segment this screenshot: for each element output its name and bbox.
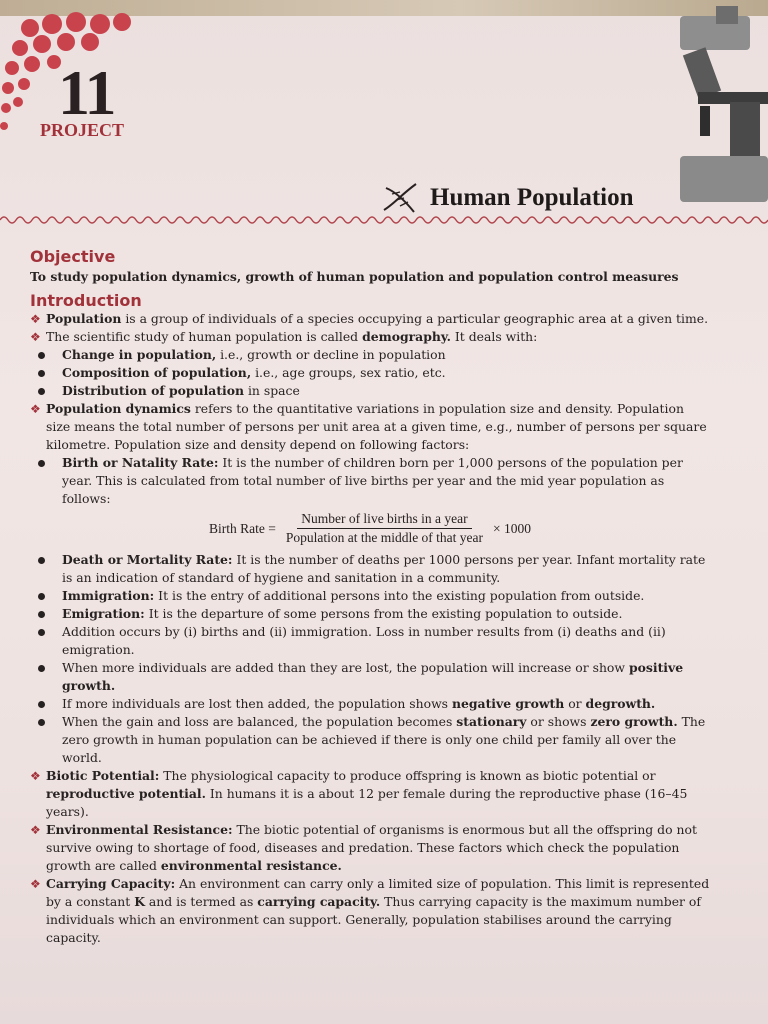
formula-denominator: Population at the middle of that year xyxy=(285,530,484,545)
list-item: Immigration: It is the entry of additional persons into the existing population from outside. xyxy=(30,587,710,605)
list-item: Composition of population, i.e., age groups, sex ratio, etc. xyxy=(30,364,710,382)
formula-lhs: Birth Rate = xyxy=(208,520,276,536)
list-item: Emigration: It is the departure of some persons from the existing population to outside. xyxy=(30,605,710,623)
objective-text: To study population dynamics, growth of human population and population control measures xyxy=(30,269,679,284)
objective-heading: Objective xyxy=(30,247,116,266)
diamond-bullet-icon: ❖ xyxy=(30,769,41,783)
round-bullet-icon xyxy=(38,665,45,672)
round-bullet-icon xyxy=(38,557,45,564)
list-item-dynamics: ❖ Population dynamics refers to the quantitative variations in population size and density. Population size means the total number of persons per unit area at a given time, e.g., number of persons per square kilometre. Population size and density depend on following factors: xyxy=(30,401,707,452)
list-item: Distribution of population in space xyxy=(30,382,710,400)
formula-numerator: Number of live births in a year xyxy=(297,510,471,529)
list-item-positive-growth: When more individuals are added than they are lost, the population will increase or show positive growth. xyxy=(30,659,710,695)
list-item-carrying-capacity: ❖ Carrying Capacity: An environment can carry only a limited size of population. This limit is represented by a constant K and is termed as carrying capacity. Thus carrying capacity is the maximum number of individuals which an environment can support. Generally, population stabilises around the carrying capacity. xyxy=(30,876,710,945)
diamond-bullet-icon: ❖ xyxy=(30,330,41,344)
round-bullet-icon xyxy=(38,370,45,377)
introduction-list xyxy=(30,310,710,508)
diamond-bullet-icon: ❖ xyxy=(30,312,41,326)
page-content xyxy=(30,246,710,947)
list-item-zero-growth: When the gain and loss are balanced, the population becomes stationary or shows zero growth. The zero growth in human population can be achieved if there is only one child per family all over the world. xyxy=(30,713,710,767)
list-item-environmental-resistance: ❖ Environmental Resistance: The biotic potential of organisms is enormous but all the offspring do not survive owing to shortage of food, diseases and predation. These factors which check the population growth are called environmental resistance. xyxy=(30,822,697,873)
diamond-bullet-icon: ❖ xyxy=(30,877,41,891)
round-bullet-icon xyxy=(38,629,45,636)
round-bullet-icon xyxy=(38,388,45,395)
formula-multiplier: × 1000 xyxy=(493,520,532,536)
chapter-number: 11 xyxy=(58,57,115,128)
page-title: Human Population xyxy=(430,184,634,211)
list-item-biotic-potential: ❖ Biotic Potential: The physiological capacity to produce offspring is known as biotic potential or reproductive potential. In humans it is a about 12 per female during the reproductive phase (16–45 years). xyxy=(30,768,688,819)
factors-list xyxy=(30,551,710,947)
round-bullet-icon xyxy=(38,701,45,708)
diamond-bullet-icon: ❖ xyxy=(30,402,41,416)
round-bullet-icon xyxy=(38,611,45,618)
round-bullet-icon xyxy=(38,719,45,726)
list-item: Death or Mortality Rate: It is the number of deaths per 1000 persons per year. Infant mortality rate is an indication of standard of hygiene and sanitation in a community. xyxy=(30,551,710,587)
birth-rate-formula xyxy=(30,510,710,547)
microscope-icon xyxy=(620,6,768,216)
list-item-negative-growth: If more individuals are lost then added, the population shows negative growth or degrowth. xyxy=(30,695,710,713)
round-bullet-icon xyxy=(38,593,45,600)
list-item: Change in population, i.e., growth or decline in population xyxy=(30,346,710,364)
wavy-divider xyxy=(0,208,768,230)
formula-fraction xyxy=(282,510,487,547)
introduction-heading: Introduction xyxy=(30,291,142,310)
list-item-population: ❖ Population is a group of individuals of a species occupying a particular geographic area at a given time. xyxy=(30,311,709,326)
list-item-demography: ❖ The scientific study of human population is called demography. It deals with: xyxy=(30,329,538,344)
project-label: PROJECT xyxy=(40,120,125,140)
diamond-bullet-icon: ❖ xyxy=(30,823,41,837)
round-bullet-icon xyxy=(38,352,45,359)
round-bullet-icon xyxy=(38,460,45,467)
list-item: Addition occurs by (i) births and (ii) immigration. Loss in number results from (i) deaths and (ii) emigration. xyxy=(30,623,710,659)
list-item-birth-rate: Birth or Natality Rate: It is the number of children born per 1,000 persons of the population per year. This is calculated from total number of live births per year and the mid year population as follows: xyxy=(30,454,710,508)
